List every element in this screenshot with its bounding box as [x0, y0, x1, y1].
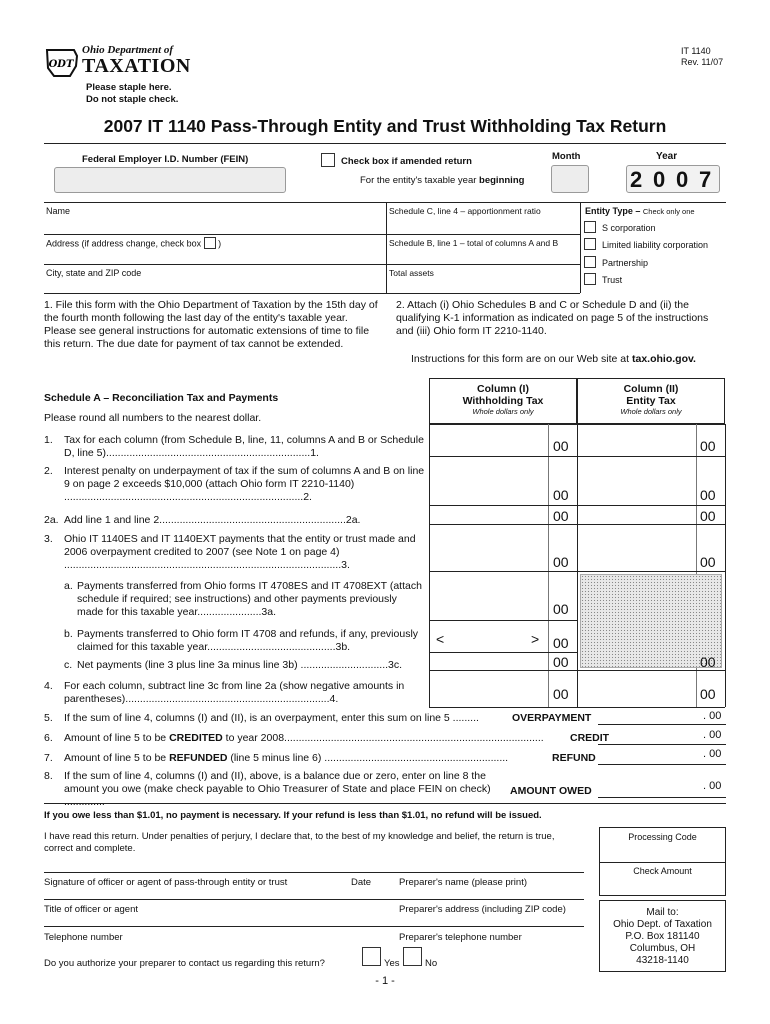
line-2a-col1-input[interactable]: [431, 506, 546, 523]
year-digit: 7: [699, 167, 712, 192]
line-3b-col1-input[interactable]: [446, 622, 530, 651]
partnership-checkbox[interactable]: [584, 256, 596, 268]
month-input[interactable]: [551, 165, 589, 193]
year-digit: 0: [676, 167, 689, 192]
partnership-label: Partnership: [602, 258, 649, 268]
line-5-input[interactable]: [600, 708, 700, 723]
agency-logo: [44, 44, 194, 80]
sched-c-label: Schedule C, line 4 – apportionment ratio: [389, 206, 541, 216]
line-3c-col2-cents: 00: [700, 654, 716, 670]
address-label: Address (if address change, check box ): [46, 238, 222, 249]
processing-code-box: Processing Code Check Amount: [599, 827, 726, 896]
year-label: Year: [656, 151, 678, 162]
line-2-col2-input[interactable]: [579, 458, 694, 504]
line-2-col1-cents: 00: [553, 487, 569, 503]
amended-checkbox[interactable]: [321, 153, 335, 167]
year-box: [626, 165, 720, 193]
form-revision: Rev. 11/07: [681, 57, 724, 67]
line-4-col2-cents: 00: [700, 686, 716, 702]
s-corp-checkbox[interactable]: [584, 221, 596, 233]
line-3-col1-cents: 00: [553, 554, 569, 570]
schedule-a-title: Schedule A – Reconciliation Tax and Payments: [44, 392, 279, 404]
line-6-cents: . 00: [703, 729, 722, 741]
city-label: City, state and ZIP code: [46, 268, 142, 278]
entity-type-heading: Entity Type – Check only one: [585, 206, 695, 216]
line-1-col2-cents: 00: [700, 438, 716, 454]
line-3-col2-input[interactable]: [579, 526, 694, 570]
line-1-col1-cents: 00: [553, 438, 569, 454]
signature-label: Signature of officer or agent of pass-through entity or trust: [44, 877, 288, 888]
line-3c-col1-input[interactable]: [431, 654, 546, 669]
column-header-1: Column (I) Withholding Tax Whole dollars only: [429, 378, 577, 424]
line-4-col1-cents: 00: [553, 686, 569, 702]
authorize-no-checkbox[interactable]: [403, 947, 422, 966]
sched-b-label: Schedule B, line 1 – total of columns A and B: [389, 238, 559, 248]
column-header-2: Column (II) Entity Tax Whole dollars only: [577, 378, 725, 424]
staple-note: Please staple here.: [86, 82, 172, 93]
year-digit: 0: [653, 167, 666, 192]
name-label: Name: [46, 206, 71, 216]
preparer-address-label: Preparer's address (including ZIP code): [399, 904, 566, 915]
authorize-yes-checkbox[interactable]: [362, 947, 381, 966]
signature-field[interactable]: [44, 858, 344, 871]
fein-input[interactable]: [54, 167, 286, 193]
line-1-col2-input[interactable]: [579, 426, 694, 455]
web-instructions: Instructions for this form are on our Web site at tax.ohio.gov.: [411, 353, 696, 365]
s-corp-label: S corporation: [602, 223, 656, 233]
agency-name-line1: Ohio Department of: [82, 44, 174, 56]
ohio-seal-icon: [44, 46, 80, 80]
amended-label: Check box if amended return: [341, 156, 472, 167]
address-change-checkbox[interactable]: [204, 237, 216, 249]
preparer-phone-label: Preparer's telephone number: [399, 932, 522, 943]
line-3-col2-cents: 00: [700, 554, 716, 570]
line-3a-col1-cents: 00: [553, 601, 569, 617]
preparer-name-label: Preparer's name (please print): [399, 877, 528, 888]
line-5-cents: . 00: [703, 710, 722, 722]
telephone-label: Telephone number: [44, 932, 123, 943]
llc-label: Limited liability corporation: [602, 240, 709, 250]
round-note: Please round all numbers to the nearest dollar.: [44, 412, 262, 424]
svg-text:ODT: ODT: [48, 59, 74, 70]
line-7-input[interactable]: [600, 748, 700, 763]
trust-checkbox[interactable]: [584, 273, 596, 285]
yes-label: Yes: [384, 958, 400, 969]
line-3b-col1-cents: 00: [553, 635, 569, 651]
officer-title-label: Title of officer or agent: [44, 904, 138, 915]
fein-label: Federal Employer I.D. Number (FEIN): [82, 154, 249, 165]
line-3b-close-bracket: >: [531, 631, 540, 647]
page-title: 2007 IT 1140 Pass-Through Entity and Trust Withholding Tax Return: [103, 116, 667, 136]
trust-label: Trust: [602, 275, 623, 285]
line-2a-col2-cents: 00: [700, 508, 716, 524]
form-number: IT 1140: [681, 46, 711, 56]
instruction-2: 2. Attach (i) Ohio Schedules B and C or Schedule D and (ii) the qualifying K-1 information as indicated on page 5 of the instructions and (iii) Ohio form IT 2210-1140.: [396, 299, 709, 337]
line-2a-col1-cents: 00: [553, 508, 569, 524]
line-6-input[interactable]: [600, 728, 700, 743]
instruction-1: 1. File this form with the Ohio Department of Taxation by the 15th day of the fourth month following the last day of the entity's taxable year. Please see general instructions for automatic extensions of time to file this return. The due date for payment of tax cannot be extended.: [44, 299, 378, 350]
year-digit: 2: [630, 167, 643, 192]
line-3c-col1-cents: 00: [553, 654, 569, 670]
authorize-label: Do you authorize your preparer to contact us regarding this return?: [44, 958, 325, 969]
line-2-col2-cents: 00: [700, 487, 716, 503]
month-label: Month: [552, 151, 581, 162]
line-3a-col1-input[interactable]: [431, 573, 546, 619]
llc-checkbox[interactable]: [584, 238, 596, 250]
line-3-col1-input[interactable]: [431, 526, 546, 570]
no-label: No: [425, 958, 438, 969]
date-label: Date: [351, 877, 372, 888]
agency-name-line2: TAXATION: [82, 55, 191, 77]
line-2a-col2-input[interactable]: [579, 506, 694, 523]
declaration: I have read this return. Under penalties of perjury, I declare that, to the best of my knowledge and belief, the return is true, correct and complete.: [44, 831, 555, 854]
line-3b-open-bracket: <: [436, 631, 445, 647]
no-staple-note: Do not staple check.: [86, 94, 179, 105]
taxable-year-text: For the entity's taxable year beginning: [360, 175, 525, 186]
payment-note: If you owe less than $1.01, no payment is necessary. If your refund is less than $1.01, no refund will be issued.: [44, 810, 542, 821]
line-2-col1-input[interactable]: [431, 458, 546, 504]
total-assets-label: Total assets: [389, 268, 434, 278]
line-1-col1-input[interactable]: [431, 426, 546, 455]
name-field[interactable]: [46, 216, 382, 232]
mailing-address-box: Mail to: Ohio Dept. of Taxation P.O. Box 181140 Columbus, OH 43218-1140: [599, 900, 726, 972]
line-4-col2-input[interactable]: [579, 672, 694, 706]
line-8-input[interactable]: [600, 780, 700, 796]
page-number: - 1 -: [375, 975, 395, 987]
line-7-cents: . 00: [703, 748, 722, 760]
line-4-col1-input[interactable]: [431, 672, 546, 706]
line-8-cents: . 00: [703, 780, 722, 792]
